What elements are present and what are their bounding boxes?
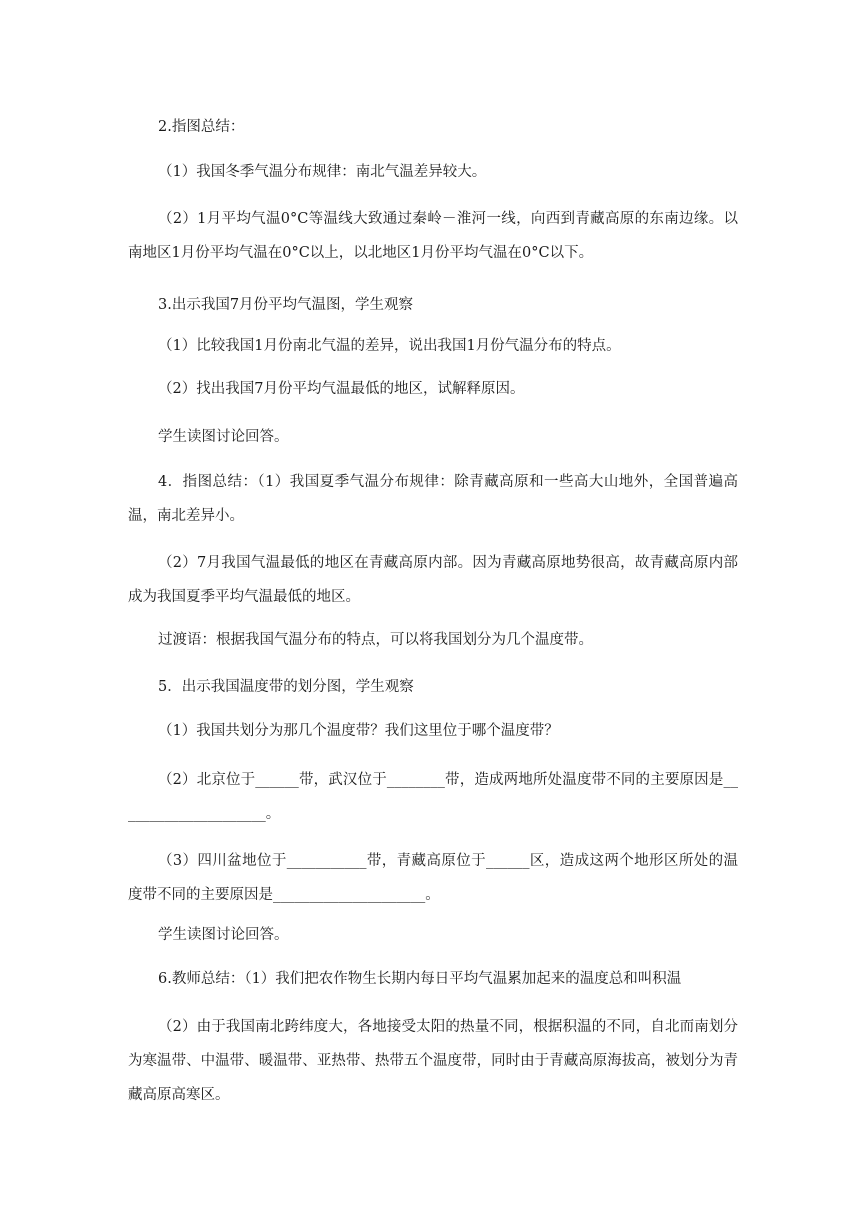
paragraph-heading-3: 3.出示我国7月份平均气温图，学生观察 (158, 297, 414, 313)
paragraph-heading-2: 2.指图总结： (158, 119, 245, 135)
paragraph-question-temperature-zones: （1）我国共划分为那几个温度带？我们这里位于哪个温度带？ (158, 723, 559, 739)
paragraph-question-beijing-wuhan: （2）北京位于______带，武汉位于________带，造成两地所处温度带不同的主要原因是_____________________。 (128, 772, 738, 822)
paragraph-student-discussion-1: 学生读图讨论回答。 (158, 429, 289, 445)
paragraph-january-isotherm: （2）1月平均气温0°C等温线大致通过秦岭－淮河一线，向西到青藏高原的东南边缘。以南地区1月份平均气温在0°C以上，以北地区1月份平均气温在0°C以下。 (128, 211, 738, 261)
paragraph-find-july-lowest: （2）找出我国7月份平均气温最低的地区，试解释原因。 (158, 381, 525, 397)
paragraph-compare-january: （1）比较我国1月份南北气温的差异，说出我国1月份气温分布的特点。 (158, 338, 621, 354)
paragraph-heading-6: 6.教师总结：（1）我们把农作物生长期内每日平均气温累加起来的温度总和叫积温 (158, 971, 682, 987)
paragraph-july-lowest-area: （2）7月我国气温最低的地区在青藏高原内部。因为青藏高原地势很高，故青藏高原内部成为我国夏季平均气温最低的地区。 (128, 555, 738, 605)
paragraph-question-sichuan-tibet: （3）四川盆地位于___________带，青藏高原位于______区，造成这两个地形区所处的温度带不同的主要原因是_____________________。 (128, 853, 738, 903)
paragraph-winter-rule: （1）我国冬季气温分布规律：南北气温差异较大。 (158, 164, 487, 180)
paragraph-heading-4: 4．指图总结：（1）我国夏季气温分布规律：除青藏高原和一些高大山地外，全国普遍高温，南北差异小。 (128, 474, 738, 524)
paragraph-temperature-zone-summary: （2）由于我国南北跨纬度大，各地接受太阳的热量不同，根据积温的不同，自北而南划分为寒温带、中温带、暖温带、亚热带、热带五个温度带，同时由于青藏高原海拔高，被划分为青藏高原高寒区。 (128, 1019, 738, 1103)
paragraph-heading-5: 5．出示我国温度带的划分图，学生观察 (158, 679, 414, 695)
paragraph-student-discussion-2: 学生读图讨论回答。 (158, 927, 289, 943)
paragraph-transition: 过渡语：根据我国气温分布的特点，可以将我国划分为几个温度带。 (158, 632, 593, 648)
